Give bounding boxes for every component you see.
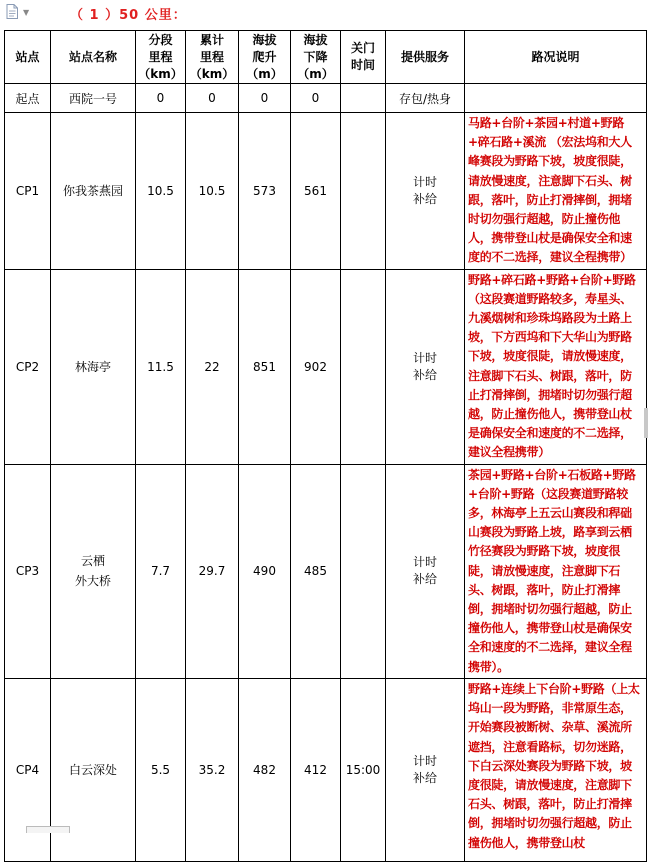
cell-station: CP1	[5, 113, 51, 270]
header-row	[5, 31, 647, 84]
cell-cutoff: 15:00	[341, 678, 386, 861]
cell-climb: 573	[239, 113, 291, 270]
cell-cutoff	[341, 84, 386, 113]
scroll-marker	[26, 826, 70, 833]
header-descent: 海拔 下降 （m）	[291, 31, 341, 84]
cell-segment: 10.5	[136, 113, 186, 270]
header-station: 站点	[5, 31, 51, 84]
cell-cutoff	[341, 464, 386, 678]
cell-note: 茶园+野路+台阶+石板路+野路+台阶+野路（这段赛道野路较多，林海亭上五云山赛段和稈础山赛段为野路上坡，路享到云栖竹径赛段为野路下坡，坡度很陡，请放慢速度，注意脚下石头、树跟，落叶，防止打滑摔倒，拥堵时切勿强行超越，防止撞伤他人，携带登山杖是确保安全和速度的不二选择，建议全程携带）。	[465, 464, 647, 678]
cell-descent: 902	[291, 269, 341, 464]
cell-name: 白云深处	[51, 678, 136, 861]
cell-climb: 490	[239, 464, 291, 678]
cell-name: 西院一号	[51, 84, 136, 113]
dropdown-arrow-icon[interactable]: ▼	[23, 8, 30, 17]
cell-station: 起点	[5, 84, 51, 113]
header-name: 站点名称	[51, 31, 136, 84]
cell-service: 计时 补给	[386, 464, 465, 678]
cell-cutoff	[341, 113, 386, 270]
cell-cumulative: 22	[186, 269, 239, 464]
header-service: 提供服务	[386, 31, 465, 84]
header-climb: 海拔 爬升 （m）	[239, 31, 291, 84]
header-cumulative: 累计 里程 （km）	[186, 31, 239, 84]
cell-climb: 0	[239, 84, 291, 113]
cell-station: CP4	[5, 678, 51, 861]
cell-climb: 851	[239, 269, 291, 464]
cell-cutoff	[341, 269, 386, 464]
table-row	[5, 464, 647, 678]
cell-segment: 7.7	[136, 464, 186, 678]
cell-note: 野路+碎石路+野路+台阶+野路（这段赛道野路较多，寿星头、九溪烟树和珍珠坞路段为土路上坡，下方西坞和下大华山为野路下坡，坡度很陡，请放慢速度，注意脚下石头、树跟，落叶，防止打滑摔倒，拥堵时切勿强行超越，防止撞伤他人，携带登山杖是确保安全和速度的不二选择，建议全程携带）	[465, 269, 647, 464]
cell-descent: 561	[291, 113, 341, 270]
table-row	[5, 113, 647, 270]
cell-segment: 11.5	[136, 269, 186, 464]
cell-service: 存包/热身	[386, 84, 465, 113]
cell-name: 林海亭	[51, 269, 136, 464]
cell-service: 计时 补给	[386, 269, 465, 464]
document-icon[interactable]	[6, 4, 18, 19]
route-table	[4, 30, 647, 862]
cell-name: 云栖 外大桥	[51, 464, 136, 678]
cell-cumulative: 35.2	[186, 678, 239, 861]
cell-cumulative: 29.7	[186, 464, 239, 678]
header-cutoff: 关门 时间	[341, 31, 386, 84]
scrollbar-handle[interactable]	[644, 408, 648, 438]
cell-service: 计时 补给	[386, 113, 465, 270]
top-bar	[0, 0, 648, 30]
cell-name: 你我茶燕园	[51, 113, 136, 270]
cell-descent: 0	[291, 84, 341, 113]
header-segment: 分段 里程 （km）	[136, 31, 186, 84]
cell-descent: 412	[291, 678, 341, 861]
cell-descent: 485	[291, 464, 341, 678]
header-note: 路况说明	[465, 31, 647, 84]
cell-segment: 0	[136, 84, 186, 113]
table-row	[5, 678, 647, 861]
cell-cumulative: 0	[186, 84, 239, 113]
cell-note: 野路+连续上下台阶+野路（上太坞山一段为野路，非常原生态，开始赛段被断树、杂草、溪流所遮挡，注意看路标，切勿迷路，下白云深处赛段为野路下坡，坡度很陡，请放慢速度，注意脚下石头、树跟，落叶，防止打滑摔倒，拥堵时切勿强行超越，防止撞伤他人，携带登山杖	[465, 678, 647, 861]
cell-station: CP3	[5, 464, 51, 678]
cell-note	[465, 84, 647, 113]
cell-segment: 5.5	[136, 678, 186, 861]
cell-climb: 482	[239, 678, 291, 861]
section-title: （ 1 ）50 公里：	[70, 8, 187, 23]
table-row	[5, 269, 647, 464]
cell-station: CP2	[5, 269, 51, 464]
cell-service: 计时 补给	[386, 678, 465, 861]
cell-note: 马路+台阶+茶园+村道+野路+碎石路+溪流 （宏法坞和大人峰赛段为野路下坡，坡度很陡，请放慢速度，注意脚下石头、树跟，落叶，防止打滑摔倒，拥堵时切勿强行超越，防止撞伤他人，携带登山杖是确保安全和速度的不二选择，建议全程携带）	[465, 113, 647, 270]
table-row	[5, 84, 647, 113]
cell-cumulative: 10.5	[186, 113, 239, 270]
